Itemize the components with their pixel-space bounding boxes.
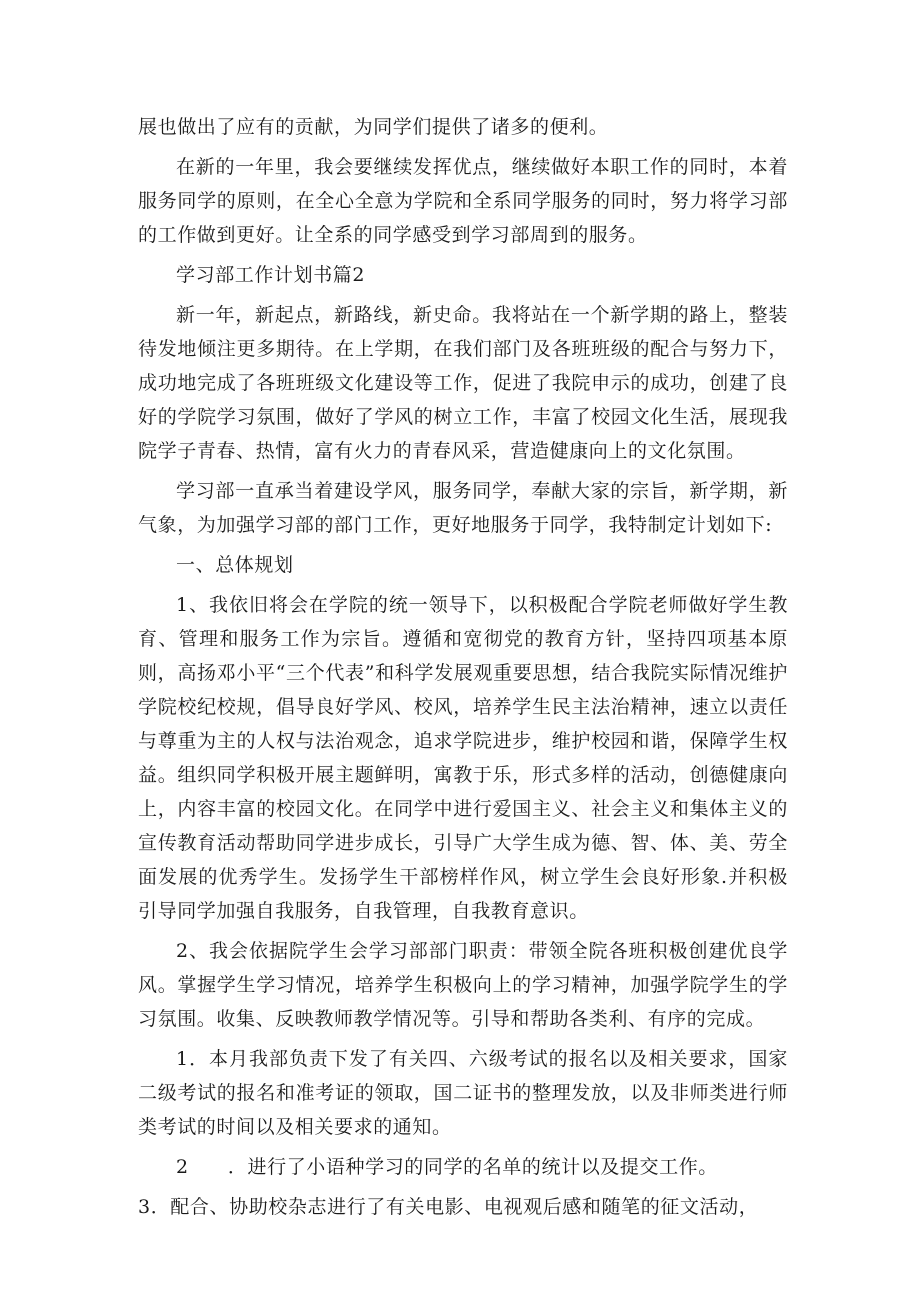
paragraph-10: 3．配合、协助校杂志进行了有关电影、电视观后感和随笔的征文活动， — [138, 1196, 759, 1218]
document-body — [138, 110, 788, 1230]
paragraph-8: 1．本月我部负责下发了有关四、六级考试的报名以及相关要求，国家二级考试的报名和准考证的领取，国二证书的整理发放，以及非师类进行师类考试的时间以及相关要求的通知。 — [138, 1048, 788, 1138]
paragraph-5: 一、总体规划 — [176, 554, 294, 576]
paragraph-2: 在新的一年里，我会要继续发挥优点，继续做好本职工作的同时，本着服务同学的原则，在全心全意为学院和全系同学服务的同时，努力将学习部的工作做到更好。让全系的同学感受到学习部周到的服务。 — [138, 156, 788, 246]
paragraph-3: 新一年，新起点，新路线，新史命。我将站在一个新学期的路上，整装待发地倾注更多期待。在上学期，在我们部门及各班班级的配合与努力下，成功地完成了各班班级文化建设等工作，促进了我院申示的成功，创建了良好的学院学习氛围，做好了学风的树立工作，丰富了校园文化生活，展现我院学子青春、热情，富有火力的青春风采，营造健康向上的文化氛围。 — [138, 304, 788, 462]
paragraph-6: 1、我依旧将会在学院的统一领导下，以积极配合学院老师做好学生教育、管理和服务工作为宗旨。遵循和宽彻党的教育方针，坚持四项基本原则，高扬邓小平“三个代表”和科学发展观重要思想，结合我院实际情况维护学院校纪校规，倡导良好学风、校风，培养学生民主法治精神，速立以责任与尊重为主的人权与法治观念，追求学院进步，维护校园和谐，保障学生权益。组织同学积极开展主题鲜明，寓教于乐，形式多样的活动，创德健康向上，内容丰富的校园文化。在同学中进行爱国主义、社会主义和集体主义的宣传教育活动帮助同学进步成长，引导广大学生成为德、智、体、美、劳全面发展的优秀学生。发扬学生干部榜样作风，树立学生会良好形象.并积极引导同学加强自我服务，自我管理，自我教育意识。 — [138, 594, 788, 922]
paragraph-1: 展也做出了应有的贡献，为同学们提供了诸多的便利。 — [138, 116, 609, 138]
paragraph-9: 2 ．进行了小语种学习的同学的名单的统计以及提交工作。 — [176, 1156, 718, 1178]
section-heading: 学习部工作计划书篇2 — [176, 264, 366, 286]
paragraph-7: 2、我会依据院学生会学习部部门职责：带领全院各班积极创建优良学风。掌握学生学习情况，培养学生积极向上的学习精神，加强学院学生的学习氛围。收集、反映教师教学情况等。引导和帮助各类利、有序的完成。 — [138, 940, 788, 1030]
paragraph-4: 学习部一直承当着建设学风，服务同学，奉献大家的宗旨，新学期，新气象，为加强学习部的部门工作，更好地服务于同学，我特制定计划如下: — [138, 480, 788, 536]
